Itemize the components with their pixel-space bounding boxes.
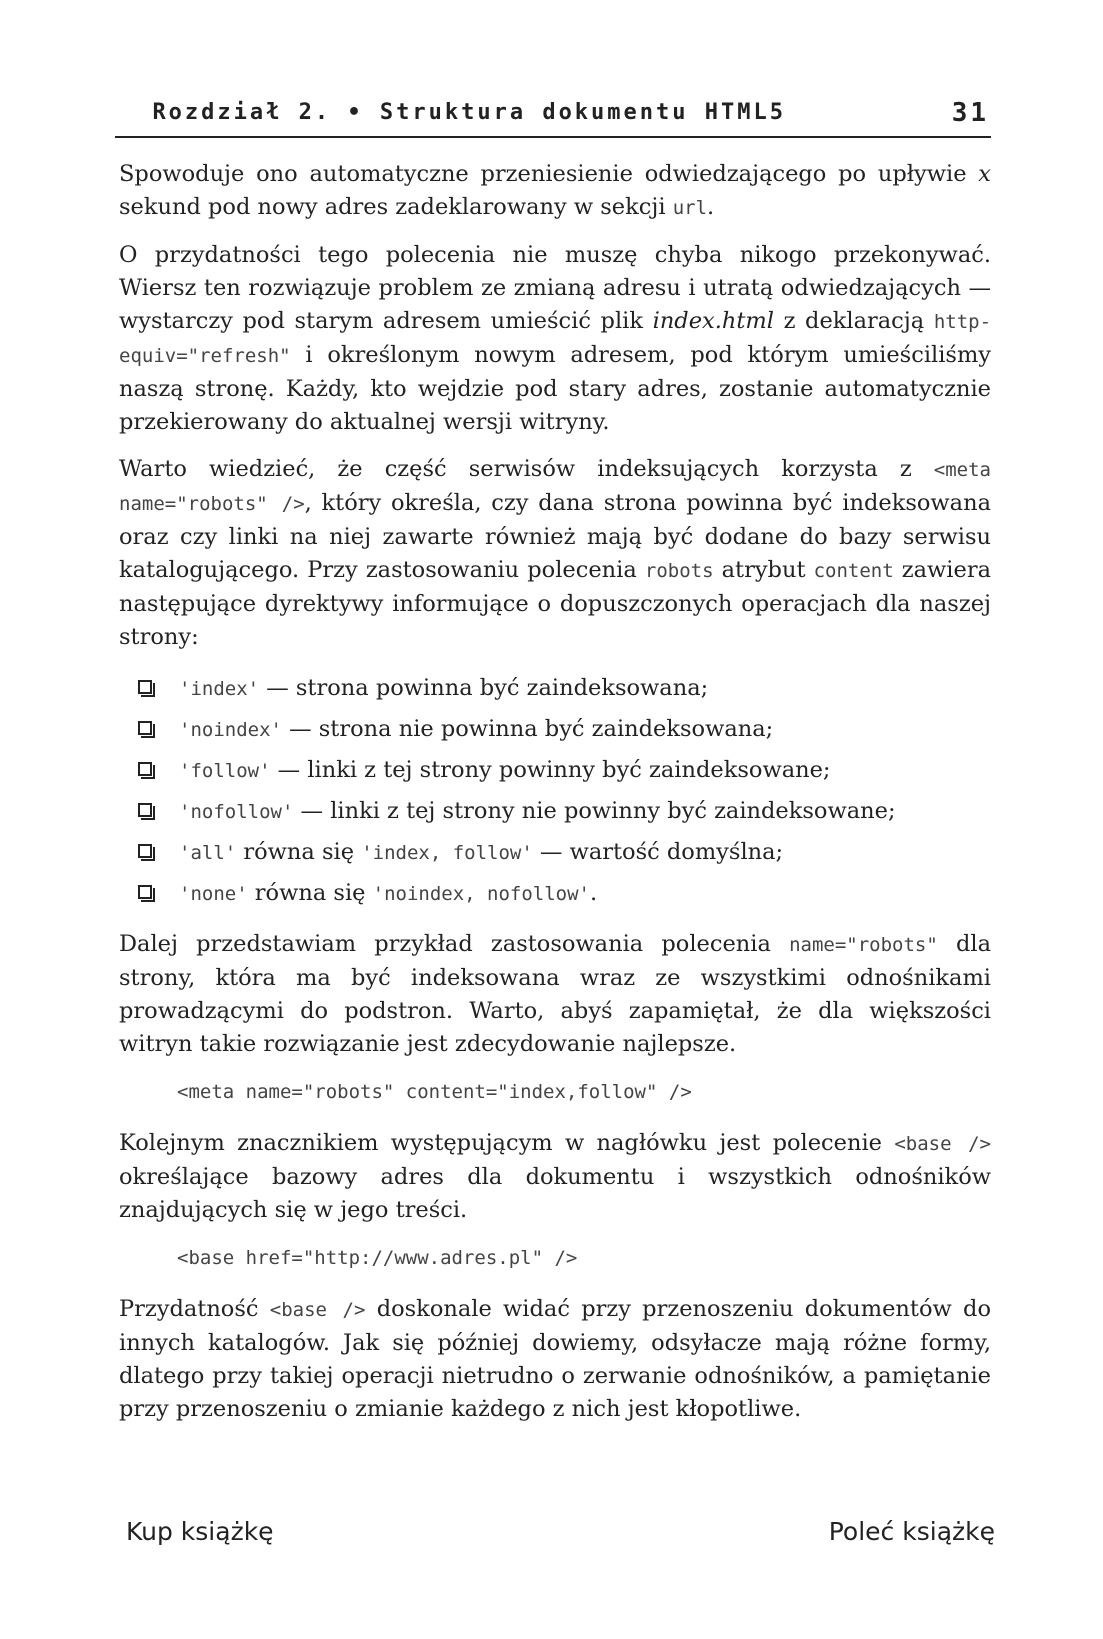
paragraph-3: Warto wiedzieć, że część serwisów indeksujących korzysta z <meta name="robots" />, który określa, czy dana strona powinna być indeksowana oraz czy linki na niej zawarte również mają być dodane do bazy serwisu katalogującego. Przy zastosowaniu polecenia robots atrybut content zawiera następujące dyrektywy informujące o dopuszczonych operacjach dla naszej strony: [119, 456, 992, 650]
list-item: 'none' równa się 'noindex, nofollow'. [119, 873, 991, 914]
list-item: 'follow' — linki z tej strony powinny być zaindeksowane; [119, 750, 991, 791]
checkbox-bullet-icon [138, 762, 152, 776]
list-item: 'noindex' — strona nie powinna być zaindeksowana; [119, 709, 991, 750]
code-example-base: <base href="http://www.adres.pl" /> [177, 1247, 578, 1269]
checkbox-bullet-icon [138, 885, 152, 899]
checkbox-bullet-icon [138, 803, 152, 817]
filename: index.html [652, 308, 774, 334]
paragraph-6: Przydatność <base /> doskonale widać przy przenoszeniu dokumentów do innych katalogów. Jak się później dowiemy, odsyłacze mają różne formy, dlatego przy takiej operacji nietrudno o zerwanie odnośników, a pamiętanie przy przenoszeniu o zmianie każdego z nich jest kłopotliwe. [119, 1296, 991, 1422]
checkbox-bullet-icon [138, 844, 152, 858]
recommend-book-link[interactable]: Poleć książkę [828, 1517, 995, 1546]
running-header [115, 98, 991, 138]
paragraph-4: Dalej przedstawiam przykład zastosowania polecenia name="robots" dla strony, która ma być indeksowana wraz ze wszystkimi odnośnikami prowadzącymi do podstron. Warto, abyś zapamiętał, że dla większości witryn takie rozwiązanie jest zdecydowanie najlepsze. [119, 931, 991, 1057]
list-item: 'nofollow' — linki z tej strony nie powinny być zaindeksowane; [119, 791, 991, 832]
chapter-title: Rozdział 2. • Struktura dokumentu HTML5 [152, 100, 786, 125]
paragraph-5: Kolejnym znacznikiem występującym w nagłówku jest polecenie <base /> określające bazowy adres dla dokumentu i wszystkich odnośników znajdujących się w jego treści. [119, 1130, 991, 1223]
code-example-meta: <meta name="robots" content="index,follow" /> [177, 1081, 692, 1103]
buy-book-link[interactable]: Kup książkę [126, 1517, 274, 1546]
checkbox-bullet-icon [138, 680, 152, 694]
paragraph-2: O przydatności tego polecenia nie muszę chyba nikogo przekonywać. Wiersz ten rozwiązuje problem ze zmianą adresu i utratą odwiedzających — wystarczy pod starym adresem umieścić plik index.html z deklaracją http-equiv="refresh" i określonym nowym adresem, pod którym umieściliśmy naszą stronę. Każdy, kto wejdzie pod stary adres, zostanie automatycznie przekierowany do aktualnej wersji witryny. [119, 242, 992, 435]
checkbox-bullet-icon [138, 721, 152, 735]
paragraph-1: Spowoduje ono automatyczne przeniesienie odwiedzającego po upływie x sekund pod nowy adres zadeklarowany w sekcji url. [119, 161, 991, 220]
list-item: 'index' — strona powinna być zaindeksowana; [119, 668, 991, 709]
list-item: 'all' równa się 'index, follow' — wartość domyślna; [119, 832, 991, 873]
page-number: 31 [951, 98, 989, 128]
directive-list [119, 668, 991, 914]
body-text [119, 158, 991, 1440]
